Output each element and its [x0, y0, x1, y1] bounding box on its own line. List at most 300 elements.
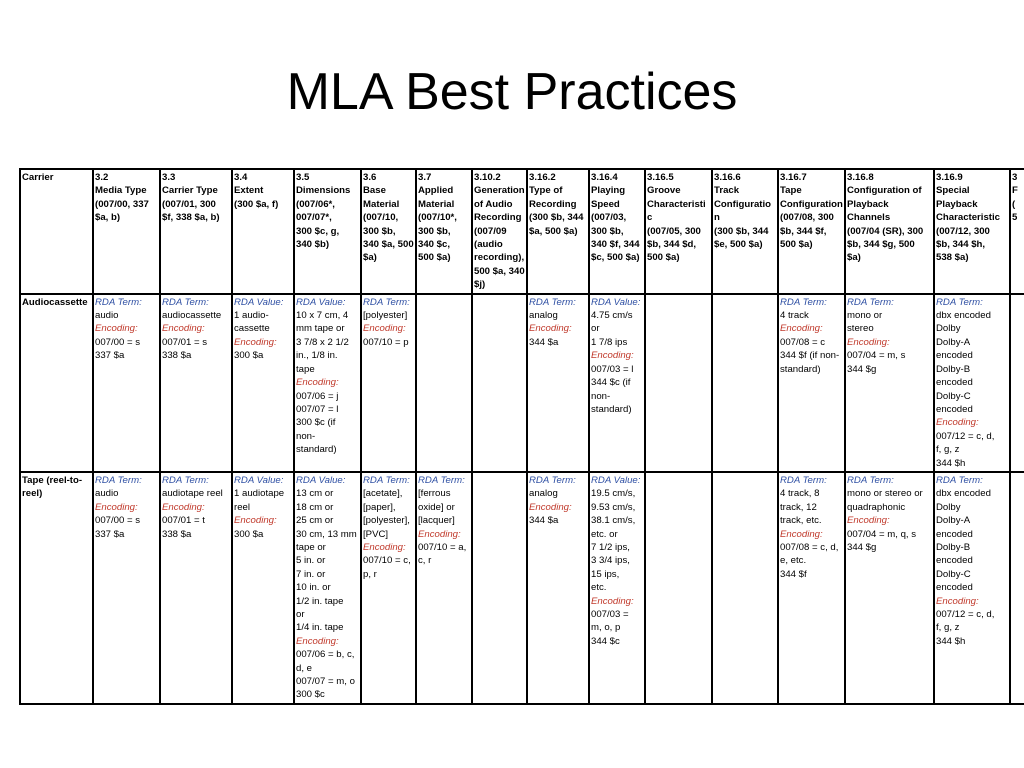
cell-text: 338 $a [162, 350, 192, 362]
header-text: 3.16.8 [847, 172, 874, 183]
cell-text: [polyester] [363, 310, 408, 322]
cell-text: 7 in. or [296, 568, 326, 580]
table-cell [294, 294, 361, 472]
encoding-label: Encoding: [591, 595, 634, 607]
rda-label: RDA Term: [95, 474, 142, 486]
cell-text: 007/00 = s [95, 515, 141, 527]
header-text: 3 [1012, 172, 1018, 183]
rda-label: RDA Term: [162, 474, 209, 486]
encoding-label: Encoding: [95, 501, 138, 513]
header-cell [589, 169, 645, 294]
header-text: (007/00, 337 [95, 198, 149, 210]
rda-label: RDA Term: [936, 474, 983, 486]
rda-label: RDA Term: [162, 296, 209, 308]
encoding-label: Encoding: [296, 377, 339, 389]
header-text: Speed [591, 198, 620, 210]
header-cell [712, 169, 778, 294]
cell-text: etc. [591, 582, 607, 594]
cell-text: 3 3/4 ips, [591, 555, 630, 567]
header-text: 3.16.9 [936, 172, 963, 183]
header-cell [93, 169, 160, 294]
header-text: Carrier [22, 172, 54, 183]
header-text: (007/12, 300 [936, 225, 990, 237]
encoding-label: Encoding: [162, 501, 205, 513]
table-cell [589, 472, 645, 704]
header-text: 340 $a, 500 [363, 239, 414, 251]
cell-text: 300 $c [296, 689, 325, 701]
header-text: 538 $a) [936, 252, 969, 264]
header-text: $a) [363, 252, 377, 264]
table-row [20, 472, 1024, 704]
encoding-label: Encoding: [95, 323, 138, 335]
table-cell [160, 294, 232, 472]
header-cell [20, 169, 93, 294]
cell-text: 344 $f [780, 568, 807, 580]
cell-text: 007/07 = m, o [296, 676, 355, 688]
header-text: (audio [474, 239, 503, 251]
encoding-label: Encoding: [529, 501, 572, 513]
cell-text: in., 1/8 in. [296, 350, 338, 362]
cell-text: 10 x 7 cm, 4 [296, 310, 349, 322]
best-practices-table [19, 168, 1024, 705]
header-text: Type of [529, 185, 563, 197]
header-text: recording), [474, 252, 525, 264]
cell-text: track, etc. [780, 515, 822, 527]
cell-text: 344 $h [936, 457, 966, 469]
header-text: (300 $b, 344 [529, 212, 584, 224]
header-text: Material [418, 198, 455, 210]
cell-text: 344 $a [529, 336, 559, 348]
cell-text: 007/12 = c, d, [936, 609, 995, 620]
cell-text: track, 12 [780, 501, 817, 513]
cell-text: tape [296, 363, 315, 375]
cell-text: encoded [936, 528, 973, 540]
cell-text: f, g, z [936, 622, 960, 634]
rda-label: RDA Term: [936, 296, 983, 308]
header-cell [527, 169, 589, 294]
header-cell [1010, 169, 1024, 294]
cell-text: 13 cm or [296, 488, 334, 500]
table-cell [93, 472, 160, 704]
cell-text: 007/10 = p [363, 336, 409, 348]
header-cell [232, 169, 294, 294]
cell-text: 30 cm, 13 mm [296, 528, 357, 540]
cell-text: tape or [296, 541, 326, 553]
cell-text: f, g, z [936, 444, 960, 456]
header-text: 3.7 [418, 172, 432, 183]
table-cell [778, 472, 845, 704]
cell-text: 007/08 = c, d, [780, 541, 839, 553]
cell-text: oxide] or [418, 501, 455, 513]
cell-text: [polyester], [363, 515, 410, 527]
cell-text: 9.53 cm/s, [591, 501, 636, 513]
slide-title: MLA Best Practices [286, 63, 738, 121]
encoding-label: Encoding: [936, 417, 979, 429]
cell-text: m, o, p [591, 622, 621, 634]
cell-text: standard) [591, 403, 632, 415]
rda-label: RDA Value: [591, 296, 641, 308]
cell-text: cassette [234, 323, 270, 335]
cell-text: dbx encoded [936, 310, 991, 322]
table-row [20, 294, 1024, 472]
cell-text: 007/06 = b, c, [296, 649, 355, 661]
header-text: Applied [418, 185, 454, 197]
header-text: of Audio [474, 198, 513, 210]
header-cell [416, 169, 472, 294]
cell-text: 300 $c (if [296, 417, 336, 429]
cell-text: or [296, 609, 305, 620]
cell-text: mono or stereo or [847, 488, 923, 500]
cell-text: 300 $a [234, 528, 264, 540]
cell-text: standard) [296, 444, 337, 456]
header-text: Playback Channels [847, 198, 891, 224]
header-cell [294, 169, 361, 294]
cell-text: 344 $c [591, 635, 620, 647]
table-cell [645, 472, 712, 704]
table-cell [645, 294, 712, 472]
header-text: Recording [529, 198, 577, 210]
table-header-row [20, 169, 1024, 294]
table-cell [589, 294, 645, 472]
encoding-label: Encoding: [296, 635, 339, 647]
header-text: Track [714, 185, 740, 197]
cell-text: p, r [363, 568, 377, 580]
header-text: $c, 500 $a) [591, 252, 640, 264]
cell-text: mm tape or [296, 323, 345, 335]
table-cell [845, 472, 934, 704]
cell-text: encoded [936, 582, 973, 594]
header-text: 5 [1012, 212, 1018, 224]
cell-text: 344 $g [847, 363, 877, 375]
header-text: (007/04 (SR), 300 [847, 225, 924, 237]
cell-text: Dolby [936, 501, 961, 513]
encoding-label: Encoding: [234, 515, 277, 527]
cell-text: analog [529, 310, 558, 322]
header-text: (007/09 [474, 225, 507, 237]
cell-text: Dolby-B [936, 541, 971, 553]
rda-label: RDA Term: [780, 474, 827, 486]
header-text: (007/08, 300 [780, 212, 834, 224]
header-text: 300 $b, [418, 225, 451, 237]
cell-text: etc. or [591, 528, 618, 540]
rda-label: RDA Term: [529, 296, 576, 308]
encoding-label: Encoding: [363, 541, 406, 553]
cell-text: 007/10 = a, [418, 541, 467, 553]
header-text: Playing [591, 185, 626, 197]
header-text: (007/03, [591, 212, 627, 224]
cell-text: audio [95, 310, 119, 322]
header-text: (300 $b, 344 [714, 225, 769, 237]
table-cell [232, 294, 294, 472]
header-cell [472, 169, 527, 294]
cell-text: 19.5 cm/s, [591, 488, 636, 500]
header-cell [778, 169, 845, 294]
cell-text: Dolby-A [936, 336, 971, 348]
header-text: (007/01, 300 [162, 198, 216, 210]
header-text: $b, 344 $d, [647, 239, 697, 251]
table-cell [778, 294, 845, 472]
header-text: 300 $b, [363, 225, 396, 237]
encoding-label: Encoding: [363, 323, 406, 335]
cell-text: 38.1 cm/s, [591, 515, 636, 527]
header-text: Playback [936, 198, 978, 210]
cell-text: 1 audio- [234, 310, 269, 322]
header-text: 300 $b, [591, 225, 624, 237]
header-text: 3.16.5 [647, 172, 674, 183]
cell-text: Dolby [936, 323, 961, 335]
cell-text: c, r [418, 555, 432, 567]
table-cell [712, 294, 778, 472]
encoding-label: Encoding: [780, 323, 823, 335]
header-text: Dimensions [296, 185, 351, 197]
cell-text: standard) [780, 363, 821, 375]
cell-text: 007/03 = l [591, 363, 634, 375]
rda-label: RDA Term: [847, 474, 894, 486]
header-text: $e, 500 $a) [714, 239, 763, 251]
header-text: Tape [780, 185, 802, 197]
header-text: $a) [847, 252, 861, 264]
header-text: $b, 344 $f, [780, 225, 827, 237]
cell-text: [paper], [363, 501, 396, 513]
cell-text: 344 $c (if [591, 377, 631, 389]
encoding-label: Encoding: [162, 323, 205, 335]
cell-text: 007/01 = t [162, 515, 205, 527]
table-cell [160, 472, 232, 704]
cell-text: [PVC] [363, 528, 389, 540]
header-text: $a, 500 $a) [529, 225, 578, 237]
encoding-label: Encoding: [936, 595, 979, 607]
cell-text: 007/01 = s [162, 336, 208, 348]
header-text: Media Type [95, 185, 147, 197]
table-cell [416, 472, 472, 704]
table-cell [93, 294, 160, 472]
header-text: Configuration of [847, 185, 922, 197]
table-cell [1010, 472, 1024, 704]
rda-label: RDA Value: [296, 296, 346, 308]
cell-text: 15 ips, [591, 568, 620, 580]
header-text: 500 $a, 340 [474, 265, 525, 277]
table-cell [527, 294, 589, 472]
header-text: (300 $a, f) [234, 198, 279, 210]
rda-label: RDA Term: [418, 474, 465, 486]
table-cell [1010, 294, 1024, 472]
cell-text: Dolby-A [936, 515, 971, 527]
cell-text: encoded [936, 555, 973, 567]
cell-text: encoded [936, 377, 973, 389]
cell-text: 4.75 cm/s [591, 310, 633, 322]
header-text: $b, 344 $h, [936, 239, 986, 251]
cell-text: 4 track, 8 [780, 488, 820, 500]
header-text: Configuration [714, 198, 772, 224]
header-text: ( [1012, 198, 1016, 210]
table-cell [712, 472, 778, 704]
rda-label: RDA Value: [234, 296, 284, 308]
cell-text: 007/10 = c, [363, 555, 411, 567]
header-text: $b, 344 $g, 500 [847, 239, 915, 251]
table-cell [232, 472, 294, 704]
cell-text: 300 $a [234, 350, 264, 362]
table-cell [934, 472, 1010, 704]
encoding-label: Encoding: [234, 336, 277, 348]
table-cell [361, 472, 416, 704]
rda-label: RDA Value: [296, 474, 346, 486]
header-text: Generation [474, 185, 525, 197]
cell-text: audio [95, 488, 119, 500]
header-text: Groove [647, 185, 681, 197]
rda-label: RDA Term: [363, 296, 410, 308]
cell-text: 18 cm or [296, 501, 334, 513]
encoding-label: Encoding: [529, 323, 572, 335]
cell-text: encoded [936, 350, 973, 362]
header-text: $a, b) [95, 212, 121, 224]
header-text: 3.10.2 [474, 172, 501, 183]
cell-text: 007/06 = j [296, 390, 339, 402]
header-text: 340 $f, 344 [591, 239, 640, 251]
header-text: 500 $a) [780, 239, 813, 251]
cell-text: reel [234, 501, 250, 513]
encoding-label: Encoding: [780, 528, 823, 540]
header-text: Configuration [780, 198, 843, 210]
header-text: 3.3 [162, 172, 176, 183]
cell-text: e, etc. [780, 555, 807, 567]
cell-text: 007/04 = m, s [847, 350, 906, 362]
cell-text: analog [529, 488, 558, 500]
rda-label: RDA Value: [591, 474, 641, 486]
header-text: 500 $a) [418, 252, 451, 264]
cell-text: 007/00 = s [95, 336, 141, 348]
header-text: 3.16.7 [780, 172, 807, 183]
cell-text: 344 $a [529, 515, 559, 527]
cell-text: 007/08 = c [780, 336, 826, 348]
cell-text: quadraphonic [847, 501, 906, 513]
header-text: F [1012, 185, 1018, 197]
rda-label: RDA Term: [95, 296, 142, 308]
header-cell [160, 169, 232, 294]
header-text: 3.16.6 [714, 172, 741, 183]
header-text: $f, 338 $a, b) [162, 212, 220, 224]
carrier-label: Tape (reel-to-reel) [20, 472, 93, 704]
cell-text: Dolby-C [936, 568, 971, 580]
table-cell [527, 472, 589, 704]
header-cell [645, 169, 712, 294]
header-text: Characteristic [936, 212, 1000, 224]
header-cell [361, 169, 416, 294]
cell-text: non- [296, 430, 316, 442]
cell-text: 1/4 in. tape [296, 622, 344, 634]
cell-text: 007/07 = l [296, 403, 339, 415]
cell-text: audiotape reel [162, 488, 223, 500]
cell-text: 337 $a [95, 350, 125, 362]
header-text: 300 $c, g, [296, 225, 340, 237]
table-cell [416, 294, 472, 472]
header-text: 007/07*, [296, 212, 332, 224]
best-practices-table-wrapper [19, 168, 1024, 709]
cell-text: d, e [296, 662, 313, 674]
cell-text: 337 $a [95, 528, 125, 540]
cell-text: 1 7/8 ips [591, 336, 628, 348]
encoding-label: Encoding: [418, 528, 461, 540]
header-text: (007/10*, [418, 212, 457, 224]
cell-text: 3 7/8 x 2 1/2 [296, 336, 349, 348]
table-cell [934, 294, 1010, 472]
table-cell [472, 472, 527, 704]
cell-text: Dolby-B [936, 363, 971, 375]
header-text: (007/06*, [296, 198, 335, 210]
cell-text: 7 1/2 ips, [591, 541, 630, 553]
header-text: 3.2 [95, 172, 109, 183]
header-text: Material [363, 198, 400, 210]
header-text: 3.6 [363, 172, 377, 183]
cell-text: encoded [936, 403, 973, 415]
cell-text: 10 in. or [296, 582, 331, 594]
rda-label: RDA Term: [529, 474, 576, 486]
header-text: Base [363, 185, 386, 197]
table-cell [472, 294, 527, 472]
header-text: 3.16.4 [591, 172, 618, 183]
rda-label: RDA Term: [847, 296, 894, 308]
cell-text: 338 $a [162, 528, 192, 540]
table-cell [845, 294, 934, 472]
cell-text: 344 $h [936, 635, 966, 647]
cell-text: audiocassette [162, 310, 222, 322]
cell-text: or [591, 323, 600, 335]
table-cell [361, 294, 416, 472]
header-text: (007/10, [363, 212, 399, 224]
rda-label: RDA Term: [780, 296, 827, 308]
cell-text: 344 $g [847, 541, 877, 553]
header-text: Recording [474, 212, 522, 224]
cell-text: [lacquer] [418, 515, 455, 527]
header-text: Carrier Type [162, 185, 218, 197]
cell-text: 1/2 in. tape [296, 595, 344, 607]
cell-text: 25 cm or [296, 515, 334, 527]
header-text: Extent [234, 185, 264, 197]
cell-text: [acetate], [363, 488, 403, 500]
table-cell [294, 472, 361, 704]
header-text: (007/05, 300 [647, 225, 701, 237]
cell-text: 5 in. or [296, 555, 326, 567]
cell-text: mono or [847, 310, 883, 322]
rda-label: RDA Value: [234, 474, 284, 486]
cell-text: [ferrous [418, 488, 451, 500]
cell-text: 1 audiotape [234, 488, 285, 500]
header-cell [934, 169, 1010, 294]
header-text: Characteristic [647, 198, 706, 224]
cell-text: Dolby-C [936, 390, 971, 402]
header-text: 3.4 [234, 172, 248, 183]
header-text: 500 $a) [647, 252, 680, 264]
cell-text: 4 track [780, 310, 809, 322]
header-text: 3.16.2 [529, 172, 556, 183]
encoding-label: Encoding: [591, 350, 634, 362]
header-text: 340 $c, [418, 239, 451, 251]
cell-text: 007/03 = [591, 609, 629, 620]
cell-text: stereo [847, 323, 874, 335]
encoding-label: Encoding: [847, 336, 890, 348]
header-text: Special [936, 185, 970, 197]
cell-text: dbx encoded [936, 488, 991, 500]
cell-text: 007/12 = c, d, [936, 430, 995, 442]
carrier-label: Audiocassette [20, 294, 93, 472]
header-text: $j) [474, 279, 486, 291]
rda-label: RDA Term: [363, 474, 410, 486]
header-text: 3.5 [296, 172, 310, 183]
encoding-label: Encoding: [847, 515, 890, 527]
cell-text: 007/04 = m, q, s [847, 528, 917, 540]
cell-text: 344 $f (if non- [780, 350, 840, 362]
header-cell [845, 169, 934, 294]
cell-text: non- [591, 390, 611, 402]
